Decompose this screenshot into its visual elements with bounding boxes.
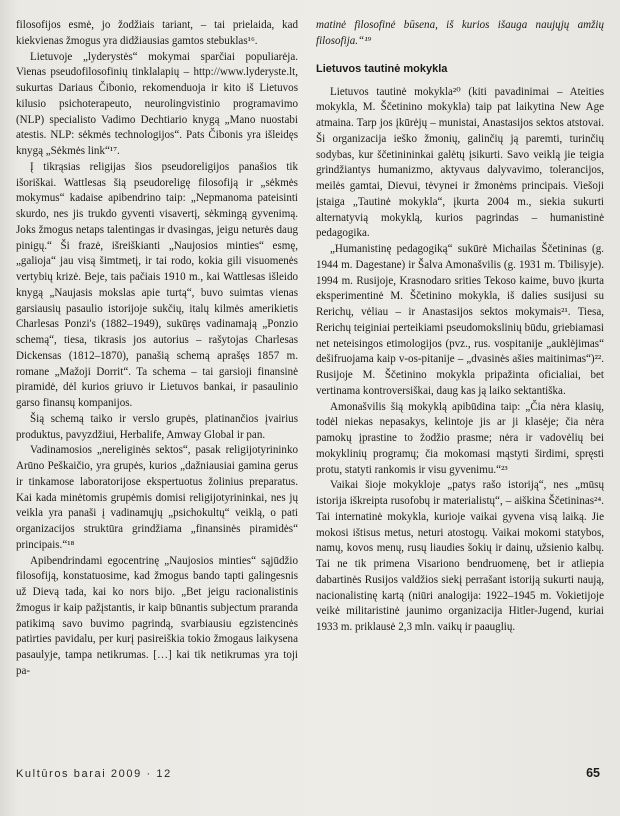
paragraph: „Humanistinę pedagogiką“ sukūrė Michailas Ščetininas (g. 1944 m. Dagestane) ir Šalva Amonašvilis (g. 1931 m. Tbilisyje). 1994 m. Rusijoje, Krasnodaro srities Tekoso kaime, buvo įkurta eksperimentinė M. Ščetinino mokykla, iš dalies susijusi su Rerichų, vėliau – ir Anastasijos sektos mokymais²¹. Tiesa, Rerichų teiginiai perteikiami pseudomokslinių būdu, griebiamasi net neteisingos etimologijos (pvz., rus. vospitanije „auklėjimas“ dešifruojama kaip v-os-pitanije – „dvasinės ašies maitinimas“)²². Rusijoje M. Ščetinino mokykla pripažinta oficialiai, bet vertinama kontroversiškai, daug kas ją laiko sektantiška. <box>316 243 604 397</box>
quote-continuation <box>316 18 604 50</box>
right-column <box>316 18 604 636</box>
paragraph: filosofijos esmė, jo žodžiais tariant, – tai prielaida, kad kiekvienas žmogus yra didžiausias gamtos stebuklas¹⁶. <box>16 19 298 47</box>
italic-quote: matinė filosofinė būsena, iš kurios išauga naujųjų amžių filosofija.“¹⁹ <box>316 19 604 47</box>
paragraph: Vadinamosios „nereliginės sektos“, pasak religijotyrininko Arūno Peškaičio, yra grupės, kurios „dažniausiai gamina gerus ir tinkamose laboratorijose ekspertuotus žolinius preparatus. Kai kada minėtomis grupėmis domisi religijotyrininkai, nes jų veikla yra panaši į vadinamųjų „psichokultų“ veiklą, o pati organizacijos struktūra grindžiama „finansinės piramidės“ principais.“¹⁸ <box>16 444 298 551</box>
section-heading: Lietuvos tautinė mokykla <box>316 62 448 75</box>
paragraph: Vaikai šioje mokykloje „patys rašo istoriją“, nes „mūsų istorija iškreipta rusofobų ir materialistų“, – aiškina Ščetininas²⁴. Tai internatinė mokykla, kurioje vaikai gyvena visą laiką. Jie mokosi ištisus metus, neturi atostogų. Vaikai mokomi statybos, namų, kovos menų, rusų liaudies šokių ir dainų, užsienio kalbų. Tai ne tik primena Visariono bendruomenę, bet ir atliepia dabartinės Rusijos valdžios siekį perrašant istoriją sukurti naują, nacionalistinę kartą (niūri analogija: 1922–1945 m. Vokietijoje veikė militaristinė jaunimo organizacija Hitler-Jugend, kuriai 1933 m. priklausė 2,3 mln. vaikų ir paauglių. <box>316 479 604 633</box>
journal-footer: Kultūros barai 2009 · 12 <box>16 768 172 780</box>
paragraph: Į tikrąsias religijas šios pseudoreligijos panašios tik išoriškai. Wattlesas šią pseudoreligę filosofiją ir „sėkmės mokymus“ kadaise apibendrino taip: „Nepmanoma pateisinti skurdo, nes jis trukdo gyventi visavertį, sėkmingą gyvenimą. Joks žmogus netaps talentingas ir dvasingas, jeigu neturės daug pinigų.“ Ši frazė, išreiškianti „Naujosios minties“ esmę, „galioja“ jau visą šimtmetį, ir tai rodo, kokia gili visuomenės vertybių krizė. Beje, tais pačiais 1910 m., kai Wattlesas išleido knygą „Naujasis mokslas apie turtą“, buvo suimtas vienas garsiausių pasaulio istorijoje sukčių, italų kilmės amerikietis Charlesas Ponzi's (1882–1949), sukūręs vadinamają „Ponzio schemą“, tiesa, tikrasis jos autorius – rašytojas Charlesas Dickensas (1812–1870), panašią schemą aprašęs 1857 m. romane „Mažoji Dorrit“. Ta schema – tai garsioji finansinė piramidė, dėl kurios griuvo ir Lietuvos bankai, ir pasaulinio garso finansų kompanijos. <box>16 160 298 409</box>
left-column <box>16 18 298 680</box>
paragraph: Apibendrindami egocentrinę „Naujosios minties“ sąjūdžio filosofiją, konstatuosime, kad žmogus bando tapti galingesnis už Dievą tada, kai ko nors bijo. „Bet jeigu racionalistinis žmogus ir kaip pažįstantis, ir kaip būnantis subjectum praranda patikimą savo buvimo pagrindą, svarbiausiu egzistencinės patirties pavidalu, per kurį pasireiškia tokio žmogaus laikysena pasaulyje, tampa netikrumas. […] kai tik netikrumas yra toji pa- <box>16 554 298 677</box>
paragraph: Šią schemą taiko ir verslo grupės, platinančios įvairius produktus, pavyzdžiui, Herbalife, Amway Global ir pan. <box>16 412 298 441</box>
paragraph: Lietuvos tautinė mokykla²⁰ (kiti pavadinimai – Ateities mokykla, M. Ščetinino mokykla) taip pat laikytina New Age atmaina. Tarp jos įkūrėjų – munistai, Anastasijos sektos atstovai. Ši organizacija ieško žmonių, galinčių ją paremti, turinčių sodybas, kur ščetinininkai galėtų įsikurti. Savo veiklą jie teigia grindžiantys humanizmo, aktyvaus dalyvavimo, tolerancijos, meilės gamtai, Dievui, tėvynei ir žmonėms principais. Viešoji įstaiga „Tautinė mokykla“, įkurta 2004 m., siekia sukurti alternatyvią mokyklą, kurios pagrindas – humanistinė pedagogika. <box>316 85 604 240</box>
page-number: 65 <box>586 766 600 780</box>
paragraph: Amonašvilis šią mokyklą apibūdina taip: „Čia nėra klasių, todėl niekas nepasakys, kelintoje jis ar ji klasėje; čia nėra pamokų įprastine to žodžio prasme; nėra ir vadovėlių bei mokyklinių programų; čia mokomasi mąstyti širdimi, spręsti protu, statyti rankomis ir visu gyvenimu.“²³ <box>316 400 604 476</box>
paragraph: Lietuvoje „lyderystės“ mokymai sparčiai populiarėja. Vienas pseudofilosofinių tinklalapių – http://www.lyderyste.lt, sukurtas Dariaus Čibonio, rekomenduoja ir kito iš Lietuvos kilusio psichoterapeuto, neurolingvistinio programavimo (NLP) specialisto Vadimo Dechtiario knygą „Mano nuostabi atestis. NLP: sėkmės technologijos“. Pats Čibonis yra išleidęs knygą „Sėkmės link“¹⁷. <box>16 50 298 157</box>
